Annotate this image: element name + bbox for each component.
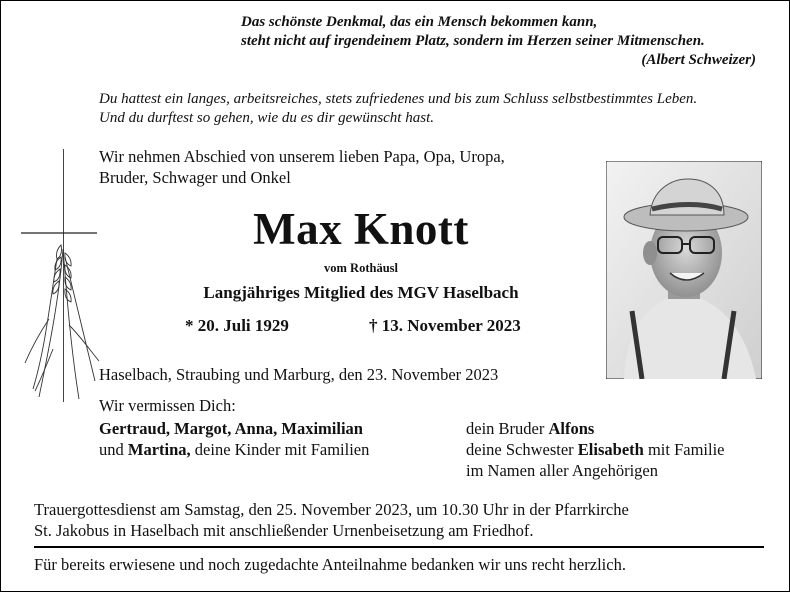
farewell-line-1: Wir nehmen Abschied von unserem lieben Papa, Opa, Uropa, — [99, 147, 505, 166]
cross-wheat-icon — [19, 149, 109, 409]
place-date: Haselbach, Straubing und Marburg, den 23. November 2023 — [99, 365, 499, 384]
sister-name: Elisabeth — [577, 440, 644, 459]
deceased-origin: vom Rothäusl — [324, 261, 398, 275]
miss-you-heading: Wir vermissen Dich: — [99, 396, 236, 415]
quote-line-2: steht nicht auf irgendeinem Platz, sondern im Herzen seiner Mitmenschen. — [241, 33, 705, 49]
service-info — [34, 499, 629, 541]
sister-rest: mit Familie — [643, 440, 725, 459]
death-date: † 13. November 2023 — [369, 316, 521, 335]
mourners-left-bold-name: Martina, — [127, 440, 191, 459]
mourners-right — [466, 418, 725, 481]
life-quote-line-2: Und du durftest so gehen, wie du es dir gewünscht hast. — [99, 110, 434, 126]
quote-author: (Albert Schweizer) — [641, 52, 756, 68]
mourners-children-names: Gertraud, Margot, Anna, Maximilian — [99, 419, 363, 438]
deceased-name: Max Knott — [253, 204, 469, 254]
birth-date: * 20. Juli 1929 — [185, 316, 289, 335]
mourners-left-rest: deine Kinder mit Familien — [190, 440, 370, 459]
brother-prefix: dein Bruder — [466, 419, 549, 438]
mourners-left — [99, 418, 369, 460]
farewell-line-2: Bruder, Schwager und Onkel — [99, 168, 291, 187]
thanks-text: Für bereits erwiesene und noch zugedachte Anteilnahme bedanken wir uns recht herzlich. — [34, 555, 626, 574]
brother-name: Alfons — [548, 419, 595, 438]
quote-line-1: Das schönste Denkmal, das ein Mensch bekommen kann, — [241, 14, 598, 30]
deceased-role: Langjähriges Mitglied des MGV Haselbach — [203, 283, 519, 302]
sister-prefix: deine Schwester — [466, 440, 578, 459]
divider-rule — [34, 546, 764, 548]
farewell-text — [99, 146, 505, 188]
mourners-left-prefix: und — [99, 440, 128, 459]
service-line-2: St. Jakobus in Haselbach mit anschließender Urnenbeisetzung am Friedhof. — [34, 521, 534, 540]
relatives-line: im Namen aller Angehörigen — [466, 461, 658, 480]
life-quote-line-1: Du hattest ein langes, arbeitsreiches, stets zufriedenes und bis zum Schluss selbstbestimmtes Leben. — [99, 91, 698, 107]
portrait-photo — [606, 161, 762, 379]
quote-block — [241, 13, 764, 70]
life-quote — [99, 90, 697, 128]
service-line-1: Trauergottesdienst am Samstag, den 25. November 2023, um 10.30 Uhr in der Pfarrkirche — [34, 500, 629, 519]
